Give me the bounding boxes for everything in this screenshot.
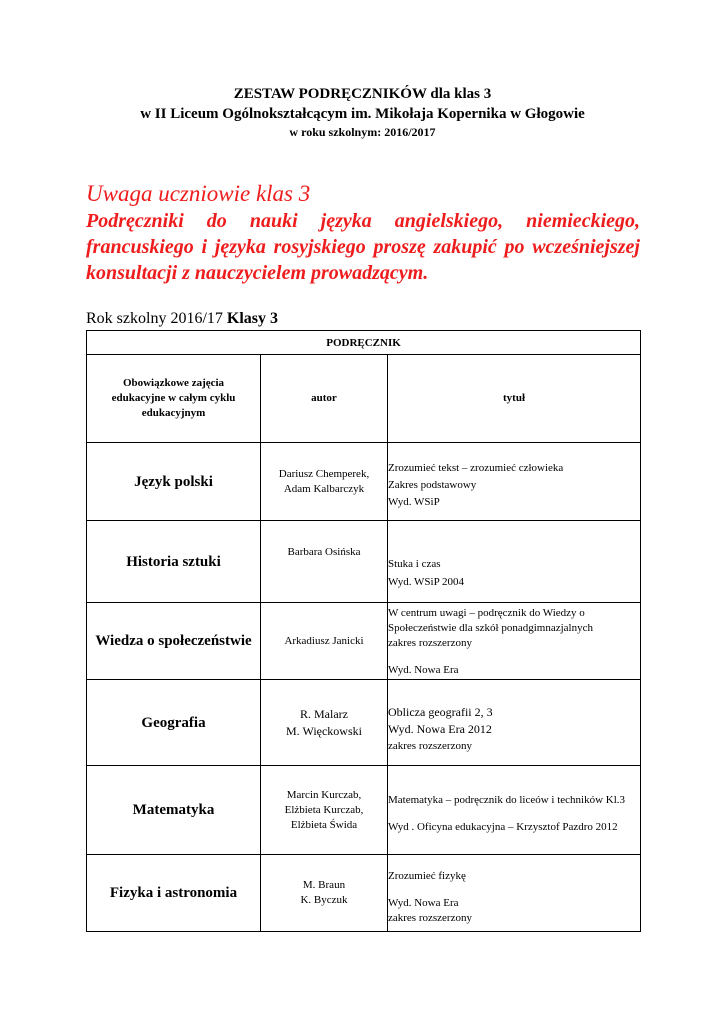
title-line: Wyd. WSiP 2004 — [388, 575, 465, 588]
title-line: Wyd. Nowa Era 2012 — [388, 722, 492, 736]
school-year-label: Rok szkolny 2016/17 — [86, 310, 227, 327]
title-line: Matematyka – podręcznik do liceów i techników Kl.3 — [388, 794, 626, 806]
column-header-subject: Obowiązkowe zajęcia edukacyjne w całym cyklu edukacyjnym — [87, 355, 261, 443]
title-line: Oblicza geografii 2, 3 — [388, 705, 493, 719]
author-name: R. Malarz — [300, 706, 348, 721]
title-line: W centrum uwagi – podręcznik do Wiedzy o Społeczeństwie dla szkół ponadgimnazjalnych — [388, 606, 593, 634]
notice-body: Podręczniki do nauki języka angielskiego, niemieckiego, francuskiego i języka rosyjskiego proszę zakupić po wcześniejszej konsultacji z nauczycielem prowadzącym. — [86, 210, 640, 284]
author-name: K. Byczuk — [300, 894, 348, 906]
header-year: w roku szkolnym: 2016/2017 — [289, 125, 436, 139]
author-cell — [261, 521, 388, 603]
author-name: Arkadiusz Janicki — [284, 634, 364, 647]
title-line: Zakres podstawowy — [388, 479, 477, 491]
author-cell — [261, 855, 388, 932]
table-row — [87, 855, 641, 932]
author-cell — [261, 443, 388, 521]
title-cell — [388, 680, 641, 766]
table-row — [87, 521, 641, 603]
subject-cell: Geografia — [87, 680, 261, 766]
title-cell — [388, 855, 641, 932]
title-line: zakres rozszerzony — [388, 740, 472, 752]
subject-cell: Historia sztuki — [87, 521, 261, 603]
class-label: Klasy 3 — [226, 310, 279, 327]
table-row — [87, 680, 641, 766]
author-name: Adam Kalbarczyk — [283, 482, 365, 495]
notice-title: Uwaga uczniowie klas 3 — [86, 181, 311, 206]
column-header-title: tytuł — [388, 355, 641, 443]
author-name: Dariusz Chemperek, — [278, 467, 370, 480]
author-name: M. Więckowski — [286, 723, 362, 738]
document-header — [0, 84, 725, 140]
header-title: ZESTAW PODRĘCZNIKÓW dla klas 3 — [233, 86, 492, 102]
title-line: zakres rozszerzony — [388, 636, 472, 649]
header-school: w II Liceum Ogólnokształcącym im. Mikołaja Kopernika w Głogowie — [140, 106, 585, 122]
author-name: Marcin Kurczab, — [286, 788, 362, 801]
title-spacer — [388, 651, 640, 663]
author-cell — [261, 603, 388, 680]
author-cell — [261, 766, 388, 855]
title-line: Zrozumieć fizykę — [388, 869, 466, 882]
table-row — [87, 603, 641, 680]
table-row — [87, 766, 641, 855]
title-cell — [388, 766, 641, 855]
subject-cell: Fizyka i astronomia — [87, 855, 261, 932]
table-row — [87, 443, 641, 521]
author-name: Barbara Osińska — [287, 546, 361, 558]
subject-cell: Język polski — [87, 443, 261, 521]
title-spacer — [388, 884, 640, 896]
title-line: Wyd. Nowa Era — [388, 896, 459, 909]
subject-cell: Matematyka — [87, 766, 261, 855]
title-cell — [388, 603, 641, 680]
subject-cell: Wiedza o społeczeństwie — [87, 603, 261, 680]
author-name: Elżbieta Kurczab, — [284, 803, 364, 816]
title-line: Wyd . Oficyna edukacyjna – Krzysztof Pazdro 2012 — [388, 821, 618, 833]
column-header-author: autor — [261, 355, 388, 443]
title-cell — [388, 443, 641, 521]
title-cell — [388, 521, 641, 603]
school-year-line — [86, 309, 278, 329]
title-line: zakres rozszerzony — [388, 911, 472, 924]
textbook-table — [86, 330, 641, 932]
title-line: Wyd. WSiP — [388, 496, 440, 508]
table-main-header: PODRĘCZNIK — [87, 331, 641, 355]
author-name: Elżbieta Świda — [290, 818, 358, 831]
title-line: Zrozumieć tekst – zrozumieć człowieka — [388, 462, 564, 474]
title-line: Wyd. Nowa Era — [388, 663, 459, 676]
author-cell — [261, 680, 388, 766]
title-spacer — [388, 808, 640, 820]
author-name: M. Braun — [302, 879, 346, 891]
title-line: Stuka i czas — [388, 557, 441, 570]
